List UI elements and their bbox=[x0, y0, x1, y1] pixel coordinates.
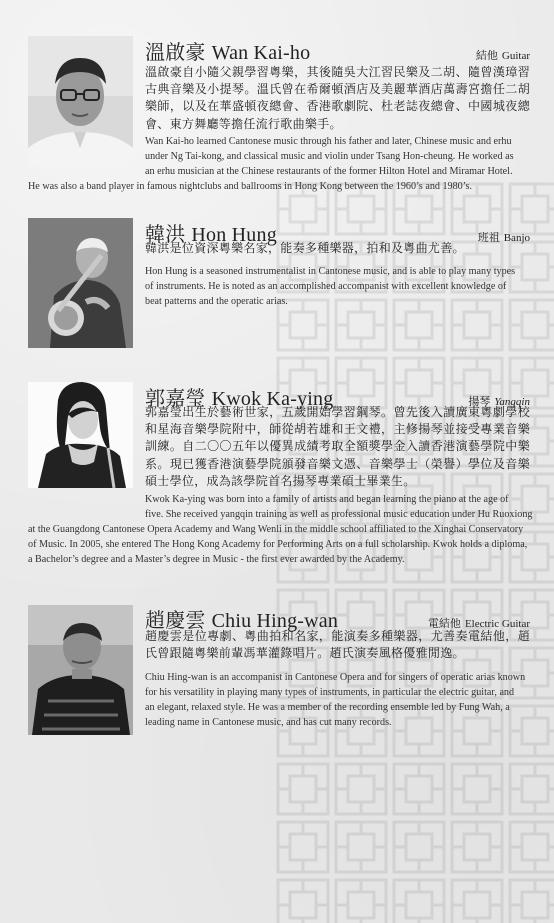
bio-chinese: 郭嘉瑩出生於藝術世家，五歲開始學習鋼琴。曾先後入讀廣東粵劇學校和星海音樂學院附中，師從胡若雄和王文禮，主修揚琴並接受專業音樂訓練。自二〇〇五年以優異成績考取全額獎學金入讀香港演藝學院中樂系。現已獲香港演藝學院頒發音樂文憑、音樂學士（榮譽）學位及音樂碩士學位，成為該學院首名揚琴專業碩士畢業生。 bbox=[145, 405, 530, 488]
bio-english-line: of instruments. He is noted as an accomplished accompanist with excellent knowledge of bbox=[145, 281, 507, 293]
instrument-english: Guitar bbox=[501, 50, 530, 62]
bio-english-line: under Ng Tai-kong, and classical music and violin under Tsang Hon-cheung. He worked as bbox=[145, 151, 514, 163]
name-row bbox=[145, 36, 530, 65]
bio-english-line: a Bachelor’s degree and a Master’s degree in Music - the first ever awarded by the Academy. bbox=[28, 554, 405, 566]
bio-chinese: 趙慶雲是位專劇、粵曲拍和名家，能演奏多種樂器，尤善奏電結他，趙氏曾跟隨粵樂前輩馮華灌錄唱片。趙氏演奏風格優雅閒逸。 bbox=[145, 629, 530, 661]
instrument-english: Electric Guitar bbox=[464, 618, 530, 630]
bio-english bbox=[28, 492, 533, 567]
bio-english-line: Wan Kai-ho learned Cantonese music through his father and later, Chinese music and erhu bbox=[145, 136, 512, 147]
portrait-photo-kwok-ka-ying bbox=[28, 382, 133, 488]
musician-name bbox=[145, 36, 310, 65]
instrument-english: Banjo bbox=[503, 232, 530, 244]
instrument-english: Yangqin bbox=[494, 396, 530, 408]
instrument-label bbox=[476, 47, 530, 63]
bio-english-line: an erhu musician at the Chinese restaurants of the former Hilton Hotel and Miramar Hotel. bbox=[145, 166, 513, 178]
bio-english-line: five. She received yangqin training as well as professional music education under Hu Ruoxiong bbox=[145, 509, 533, 521]
name-english: Kwok Ka-ying bbox=[211, 388, 334, 410]
bio-english-line: Kwok Ka-ying was born into a family of artists and began learning the piano at the age of bbox=[145, 494, 509, 505]
name-chinese: 郭嘉瑩 bbox=[145, 386, 206, 410]
bio-english-line: Chiu Hing-wan is an accompanist in Cantonese Opera and for singers of operatic arias known bbox=[145, 672, 526, 683]
bio-english-line: beat patterns and the operatic arias. bbox=[145, 296, 288, 308]
bio-english-line: for his versatility in playing many types of instruments, in particular the electric guitar, and bbox=[145, 687, 515, 699]
name-english: Wan Kai-ho bbox=[211, 42, 311, 64]
bio-english-line: leading name in Cantonese music, and has cut many records. bbox=[145, 717, 392, 729]
bio-english bbox=[28, 134, 530, 194]
name-chinese: 趙慶雲 bbox=[145, 608, 206, 632]
bio-english bbox=[145, 670, 530, 730]
name-english: Chiu Hing-wan bbox=[211, 610, 339, 632]
bio-chinese: 溫啟豪自小隨父親學習粵樂，其後隨吳大江習民樂及二胡、隨曾漢璋習古典音樂及小提琴。溫氏曾在希爾頓酒店及美麗華酒店萬壽宮擔任二胡樂師，以及在華盛頓夜總會、香港歌劇院、杜老誌夜總會、中國城夜總會、東方舞廳等擔任流行歌曲樂手。 bbox=[145, 65, 530, 131]
instrument-chinese: 揚琴 bbox=[468, 395, 491, 408]
bio-chinese: 韓洪是位資深粵樂名家，能奏多種樂器，拍和及粵曲尤善。 bbox=[145, 241, 465, 255]
name-chinese: 溫啟豪 bbox=[145, 40, 206, 64]
instrument-chinese: 結他 bbox=[475, 49, 498, 62]
bio-english bbox=[145, 264, 530, 309]
name-chinese: 韓洪 bbox=[145, 222, 186, 246]
portrait-photo-hon-hung bbox=[28, 218, 133, 348]
name-english: Hon Hung bbox=[191, 224, 277, 246]
instrument-chinese: 班祖 bbox=[477, 231, 500, 244]
bio-english-line: He was also a band player in famous nightclubs and ballrooms in Hong Kong between the 1960’s and 1980’s. bbox=[28, 181, 473, 193]
bio-english-line: at the Guangdong Cantonese Opera Academy and Wang Wenli in the middle school affiliated to the Xinghai Conservatory bbox=[28, 524, 524, 536]
bio-english-line: of Music. In 2005, she entered The Hong Kong Academy for Performing Arts on a full scholarship. Kwok holds a diploma, bbox=[28, 539, 528, 551]
portrait-photo-chiu-hing-wan bbox=[28, 605, 133, 735]
bio-english-line: Hon Hung is a seasoned instrumentalist in Cantonese music, and is able to play many types bbox=[145, 266, 516, 277]
instrument-chinese: 電結他 bbox=[427, 617, 461, 630]
bio-english-line: an elegant, relaxed style. He was a member of the recording ensemble led by Fung Wah, a bbox=[145, 702, 510, 714]
